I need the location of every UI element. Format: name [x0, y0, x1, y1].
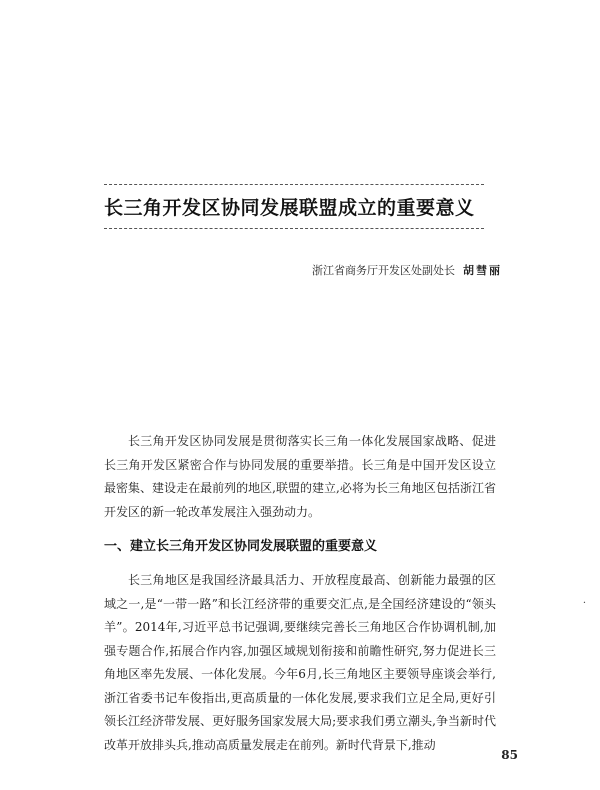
author-affiliation: 浙江省商务厅开发区处副处长 — [312, 264, 455, 277]
section-paragraph: 长三角地区是我国经济最具活力、开放程度最高、创新能力最强的区域之一,是“一带一路”和长江经济带的重要交汇点,是全国经济建设的“领头羊”。2014年,习近平总书记强调,要继续完善长三角地区合作协调机制,加强专题合作,拓展合作内容,加强区域规划衔接和前瞻性研究,努力促进长三角地区率先发展、一体化发展。今年6月,长三角地区主要领导座谈会举行,浙江省委书记车俊指出,更高质量的一体化发展,要求我们立足全局,更好引领长江经济带发展、更好服务国家发展大局;要求我们勇立潮头,争当新时代改革开放排头兵,推动高质量发展走在前列。新时代背景下,推动 — [104, 573, 496, 752]
margin-mark: · — [582, 598, 586, 609]
page-number: 85 — [501, 748, 518, 762]
author-byline — [312, 262, 502, 278]
section-heading: 一、建立长三角开发区协同发展联盟的重要意义 — [104, 539, 378, 554]
author-name: 胡彗丽 — [463, 264, 502, 277]
article-title: 长三角开发区协同发展联盟成立的重要意义 — [104, 197, 475, 219]
title-rule-bottom — [104, 228, 484, 229]
intro-paragraph: 长三角开发区协同发展是贯彻落实长三角一体化发展国家战略、促进长三角开发区紧密合作与协同发展的重要举措。长三角是中国开发区设立最密集、建设走在最前列的地区,联盟的建立,必将为长三角地区包括浙江省开发区的新一轮改革发展注入强劲动力。 — [104, 434, 496, 519]
title-rule-top — [104, 184, 484, 185]
